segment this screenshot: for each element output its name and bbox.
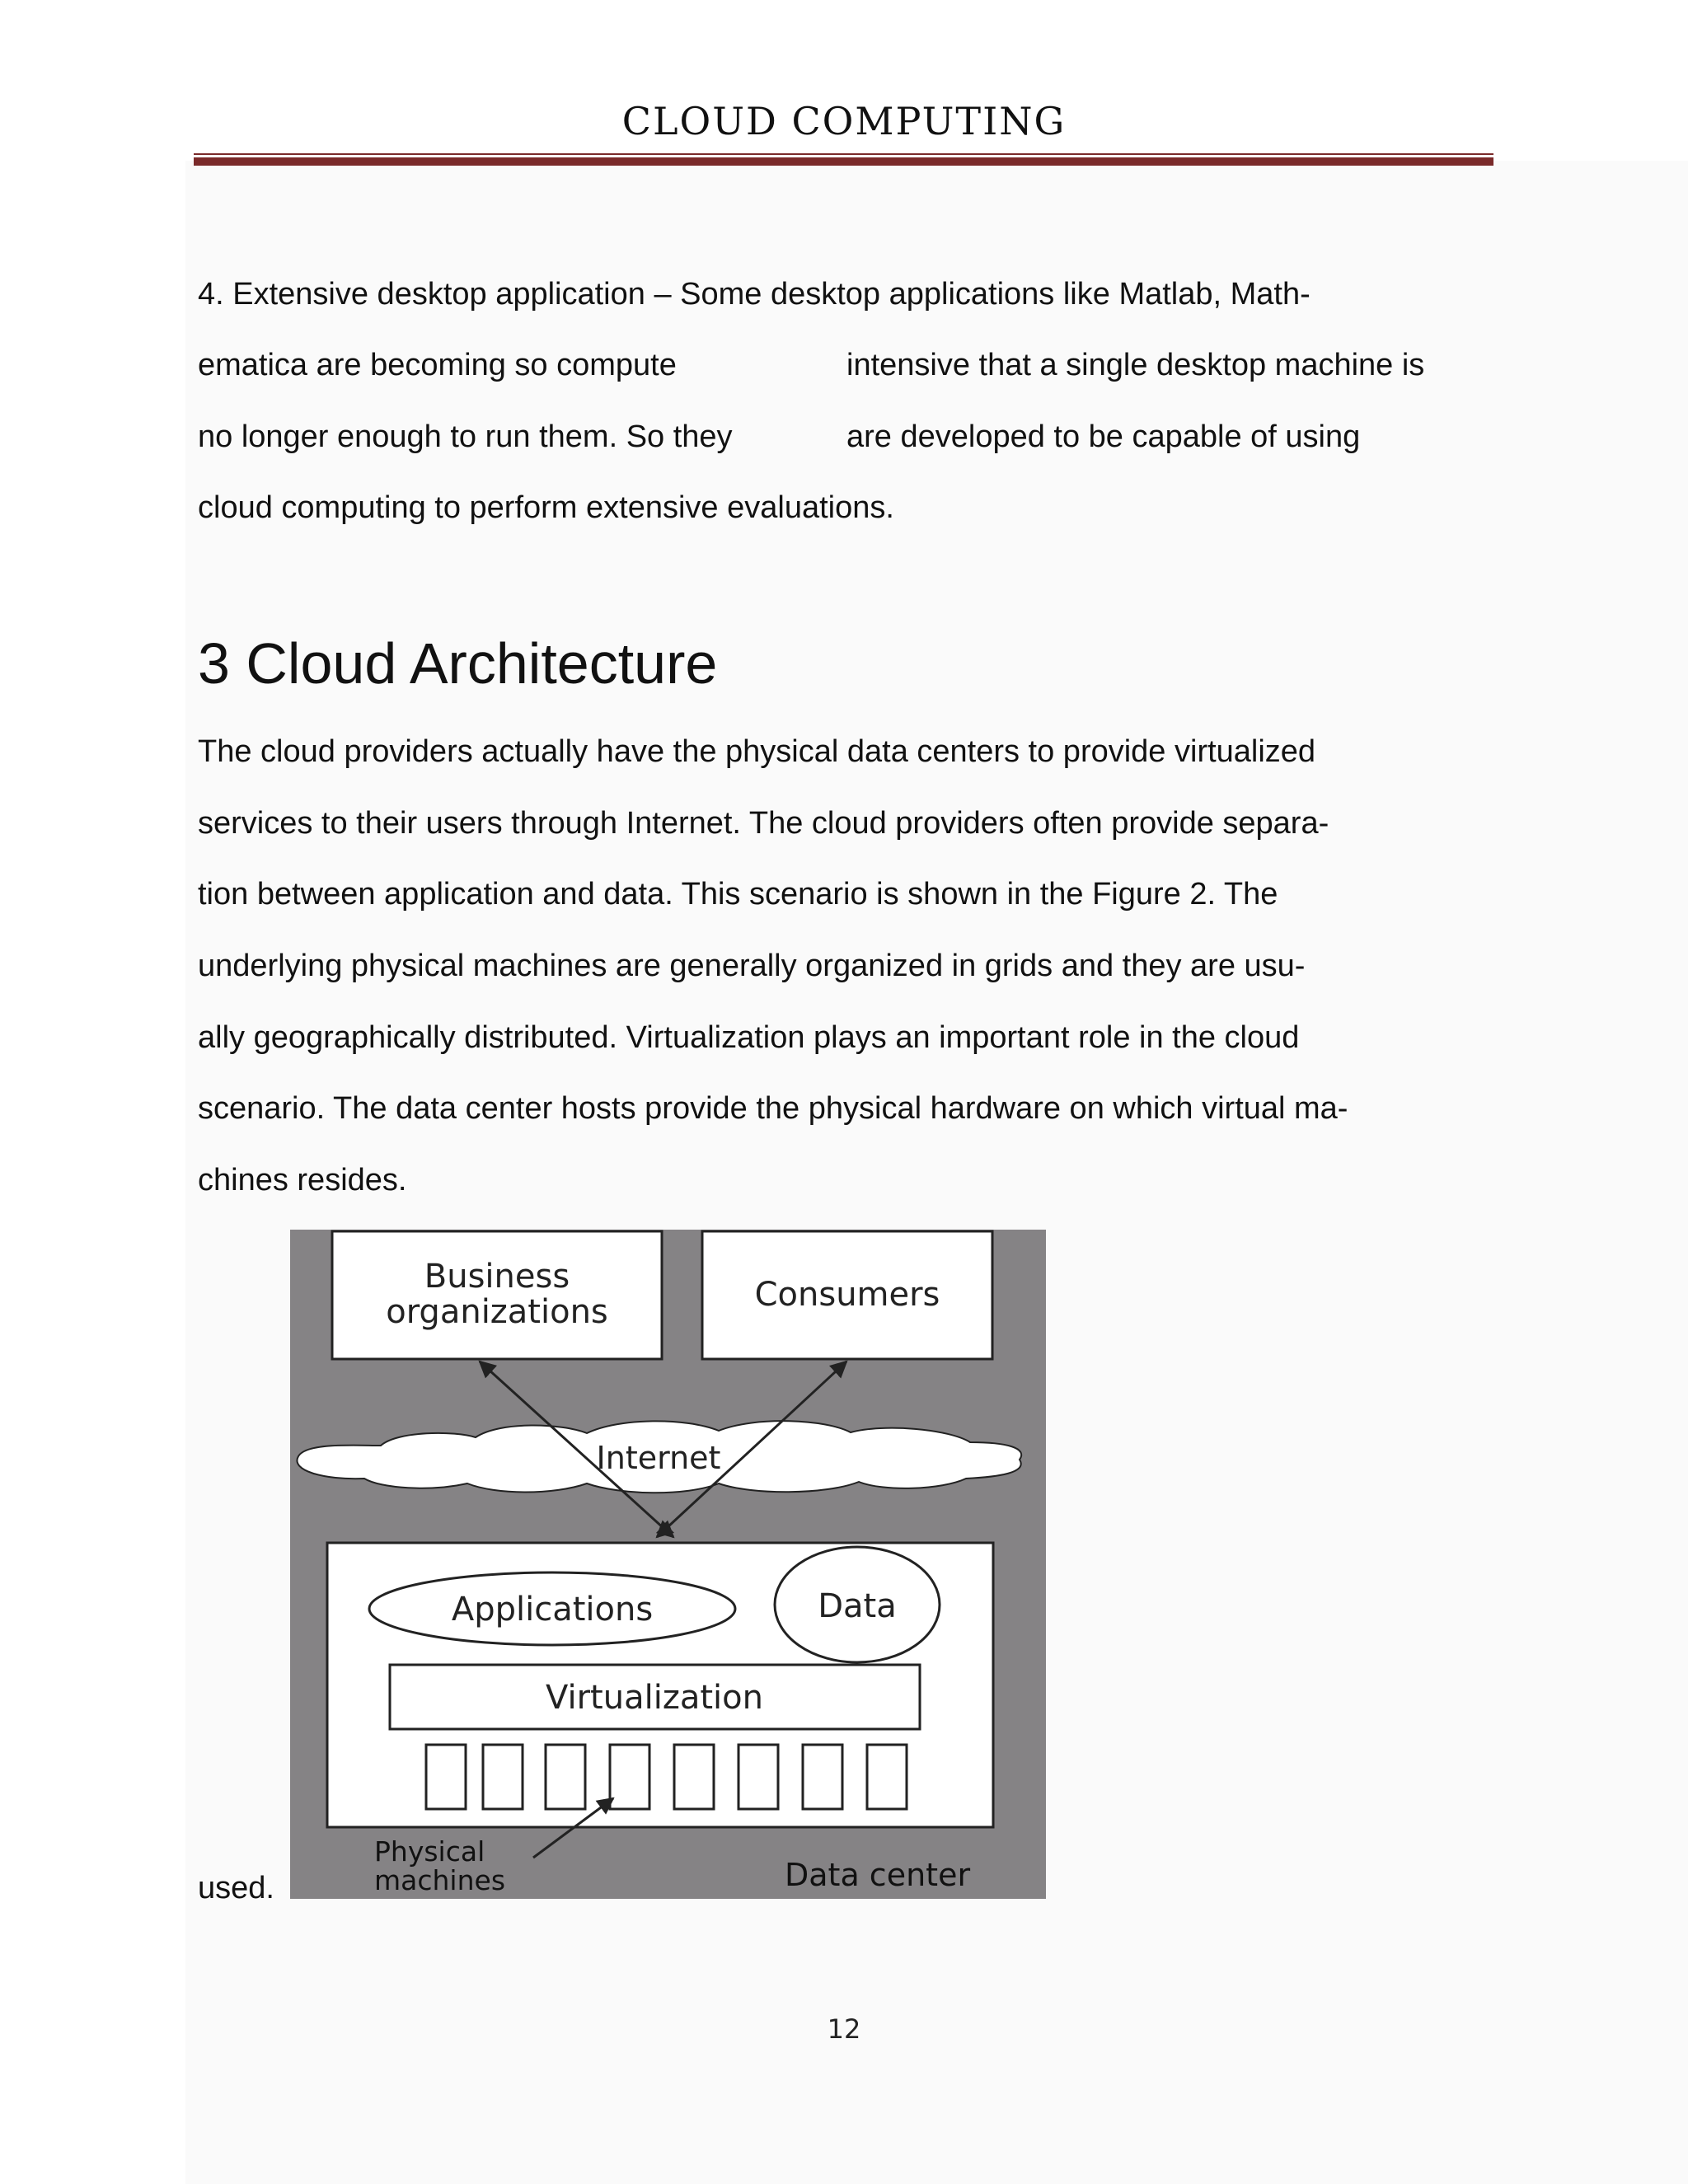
intro-line-3b: are developed to be capable of using (846, 419, 1361, 454)
body-line: ally geographically distributed. Virtualization plays an important role in the cloud (198, 1020, 1300, 1055)
internet-label: Internet (596, 1440, 721, 1476)
body-line: services to their users through Internet. The cloud providers often provide separa- (198, 806, 1329, 841)
physical-machines-label-line1: Physical (374, 1835, 485, 1868)
physical-machine-box (674, 1745, 714, 1809)
intro-line-2a: ematica are becoming so compute (198, 348, 677, 382)
consumers-label: Consumers (754, 1276, 940, 1314)
section-heading: 3 Cloud Architecture (198, 631, 718, 696)
running-header: CLOUD COMPUTING (621, 99, 1067, 143)
cloud-architecture-figure (290, 1230, 1046, 1899)
body-line: The cloud providers actually have the physical data centers to provide virtualized (198, 734, 1316, 769)
physical-machines-label-line2: machines (374, 1864, 506, 1896)
physical-machine-box (867, 1745, 907, 1809)
virtualization-label: Virtualization (546, 1679, 763, 1717)
intro-line-2b: intensive that a single desktop machine is (846, 348, 1425, 382)
body-line: scenario. The data center hosts provide the physical hardware on which virtual ma- (198, 1091, 1348, 1126)
data-label: Data (818, 1587, 897, 1625)
header-rule-thick (194, 157, 1493, 166)
body-line: tion between application and data. This scenario is shown in the Figure 2. The (198, 877, 1278, 912)
body-line: underlying physical machines are generally organized in grids and they are usu- (198, 949, 1306, 983)
trailing-word: used. (198, 1871, 274, 1905)
physical-machine-box (483, 1745, 523, 1809)
physical-machine-box (803, 1745, 842, 1809)
business-label-line2: organizations (386, 1293, 608, 1331)
header-rule-thin (194, 153, 1493, 155)
physical-machine-box (546, 1745, 585, 1809)
physical-machine-box (426, 1745, 466, 1809)
business-label-line1: Business (424, 1258, 570, 1296)
intro-line-3a: no longer enough to run them. So they (198, 419, 733, 454)
body-line: chines resides. (198, 1163, 407, 1197)
physical-machine-box (738, 1745, 778, 1809)
physical-machine-box (610, 1745, 649, 1809)
intro-line-1: 4. Extensive desktop application – Some desktop applications like Matlab, Math- (198, 277, 1311, 312)
applications-label: Applications (451, 1591, 654, 1629)
page-number: 12 (827, 2013, 861, 2045)
intro-line-4: cloud computing to perform extensive evaluations. (198, 490, 894, 525)
data-center-label: Data center (785, 1857, 971, 1893)
